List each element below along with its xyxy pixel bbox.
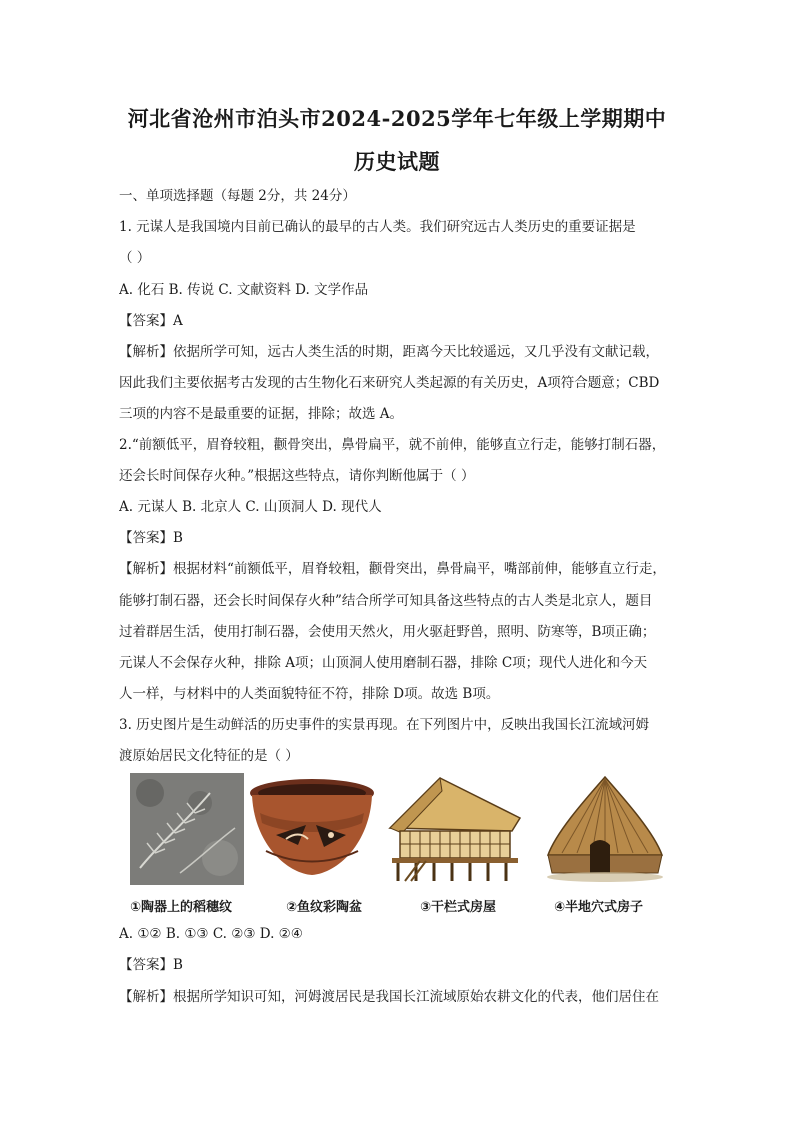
- question-2-analysis: 能够打制石器，还会长时间保存火种”结合所学可知具备这些特点的古人类是北京人，题目: [119, 593, 653, 609]
- semi-subterranean-house-image: [542, 773, 668, 885]
- question-1-analysis: 三项的内容不是最重要的证据，排除；故选 A。: [119, 406, 404, 422]
- question-1-analysis: 因此我们主要依据考古发现的古生物化石来研究人类起源的有关历史，A项符合题意；CBD: [119, 375, 660, 391]
- question-3-options: A. ①② B. ①③ C. ②③ D. ②④: [119, 926, 303, 942]
- question-2-text: 还会长时间保存火种。”根据这些特点，请你判断他属于（ ）: [119, 468, 475, 484]
- question-2-analysis: 人一样，与材料中的人类面貌特征不符，排除 D项。故选 B项。: [119, 686, 500, 702]
- question-2-answer: 【答案】B: [119, 530, 183, 546]
- question-3-text: 渡原始居民文化特征的是（ ）: [119, 748, 299, 764]
- image-caption-3: ③干栏式房屋: [420, 900, 497, 915]
- question-2-options: A. 元谋人 B. 北京人 C. 山顶洞人 D. 现代人: [119, 499, 382, 515]
- question-1-options: A. 化石 B. 传说 C. 文献资料 D. 文学作品: [119, 282, 369, 298]
- question-1-answer: 【答案】A: [119, 313, 183, 329]
- question-3-analysis: 【解析】根据所学知识可知，河姆渡居民是我国长江流域原始农耕文化的代表，他们居住在: [119, 989, 659, 1005]
- stilt-house-image: [380, 773, 528, 885]
- question-2-analysis: 元谋人不会保存火种，排除 A项；山顶洞人使用磨制石器，排除 C项；现代人进化和今天: [119, 655, 648, 671]
- question-2-analysis: 过着群居生活，使用打制石器，会使用天然火，用火驱赶野兽，照明、防寒等，B项正确；: [119, 624, 656, 640]
- question-1-paren: （ ）: [119, 250, 151, 266]
- question-3-images: [118, 773, 678, 915]
- exam-subtitle: 历史试题: [354, 149, 440, 174]
- image-caption-2: ②鱼纹彩陶盆: [286, 900, 363, 915]
- question-2-text: 2.“前额低平，眉脊较粗，颧骨突出，鼻骨扁平，就不前伸，能够直立行走，能够打制石器，: [119, 437, 666, 453]
- exam-title: 河北省沧州市泊头市2024-2025学年七年级上学期期中: [127, 106, 667, 131]
- question-3-text: 3. 历史图片是生动鲜活的历史事件的实景再现。在下列图片中，反映出我国长江流域河姆: [119, 717, 650, 733]
- image-caption-4: ④半地穴式房子: [554, 900, 644, 915]
- image-caption-1: ①陶器上的稻穗纹: [130, 900, 233, 915]
- question-1-analysis: 【解析】依据所学可知，远古人类生活的时期，距离今天比较遥远，又几乎没有文献记载，: [119, 344, 659, 360]
- rice-pattern-pottery-image: [130, 773, 244, 885]
- fish-pattern-basin-image: [246, 773, 378, 885]
- question-3-answer: 【答案】B: [119, 957, 183, 973]
- question-2-analysis: 【解析】根据材料“前额低平，眉脊较粗，颧骨突出，鼻骨扁平，嘴部前伸，能够直立行走，: [119, 561, 666, 577]
- section-heading: 一、单项选择题（每题 2分，共 24分）: [119, 188, 356, 204]
- question-1-text: 1. 元谋人是我国境内目前已确认的最早的古人类。我们研究远古人类历史的重要证据是: [119, 219, 636, 235]
